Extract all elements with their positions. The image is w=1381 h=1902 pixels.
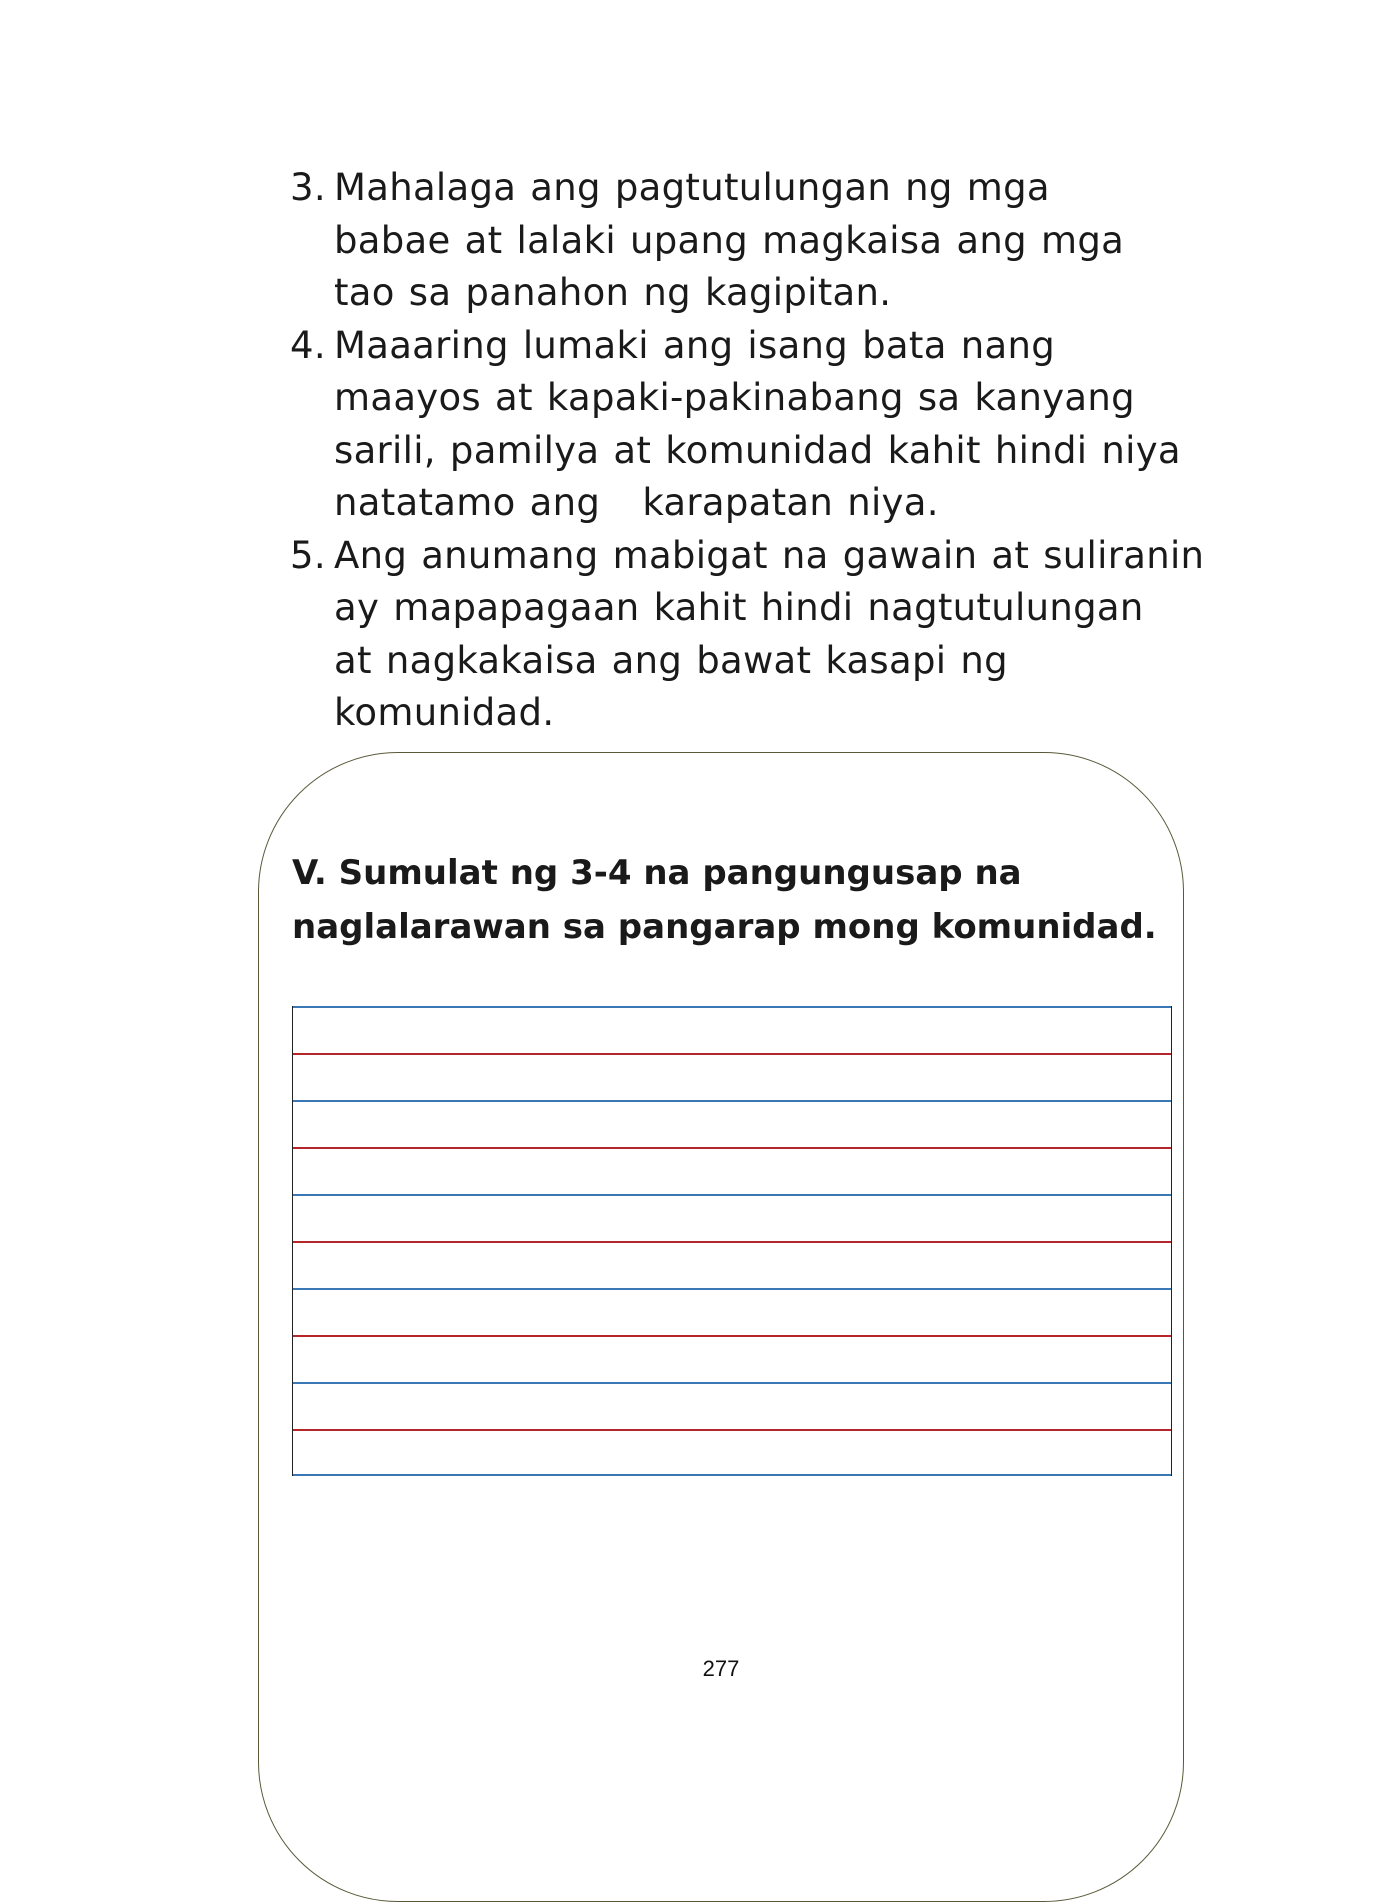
page-number: 277 <box>702 1656 740 1681</box>
writing-midline <box>293 1241 1171 1243</box>
writing-midline <box>293 1335 1171 1337</box>
statement-line: komunidad. <box>334 691 555 734</box>
statement-line: at nagkakaisa ang bawat kasapi ng <box>334 638 1008 682</box>
writing-guide-line <box>293 1474 1171 1476</box>
statement-line: tao sa panahon ng kagipitan. <box>334 271 892 314</box>
writing-guide-line <box>293 1006 1171 1008</box>
statement-line: ay mapapagaan kahit hindi nagtutulungan <box>334 586 1144 629</box>
writing-guide-line <box>293 1100 1171 1102</box>
statement-line: sarili, pamilya at komunidad kahit hindi niya <box>334 428 1181 472</box>
statement-line: Ang anumang mabigat na gawain at suliranin <box>334 533 1205 577</box>
statement-number: 4. <box>290 323 326 367</box>
statement-item-5 <box>290 530 1210 740</box>
statement-line: natatamo ang karapatan niya. <box>334 481 939 524</box>
statement-line: maayos at kapaki-pakinabang sa kanyang <box>334 376 1135 419</box>
statement-list <box>290 162 1210 740</box>
activity-instruction <box>292 846 1157 954</box>
writing-midline <box>293 1053 1171 1055</box>
statement-line: Mahalaga ang pagtutulungan ng mga <box>334 166 1050 209</box>
statement-line: babae at lalaki upang magkaisa ang mga <box>334 218 1125 262</box>
activity-instruction-line: naglalarawan sa pangarap mong komunidad. <box>292 907 1157 947</box>
statement-item-3 <box>290 162 1210 320</box>
statement-line: Maaaring lumaki ang isang bata nang <box>334 323 1056 367</box>
writing-midline <box>293 1147 1171 1149</box>
writing-lines-area[interactable] <box>292 1006 1172 1476</box>
activity-instruction-line: V. Sumulat ng 3-4 na pangungusap na <box>292 853 1022 893</box>
writing-guide-line <box>293 1382 1171 1384</box>
statement-number: 3. <box>290 166 326 209</box>
statement-number: 5. <box>290 533 326 577</box>
statement-item-4 <box>290 320 1210 530</box>
writing-midline <box>293 1429 1171 1431</box>
writing-guide-line <box>293 1288 1171 1290</box>
writing-guide-line <box>293 1194 1171 1196</box>
